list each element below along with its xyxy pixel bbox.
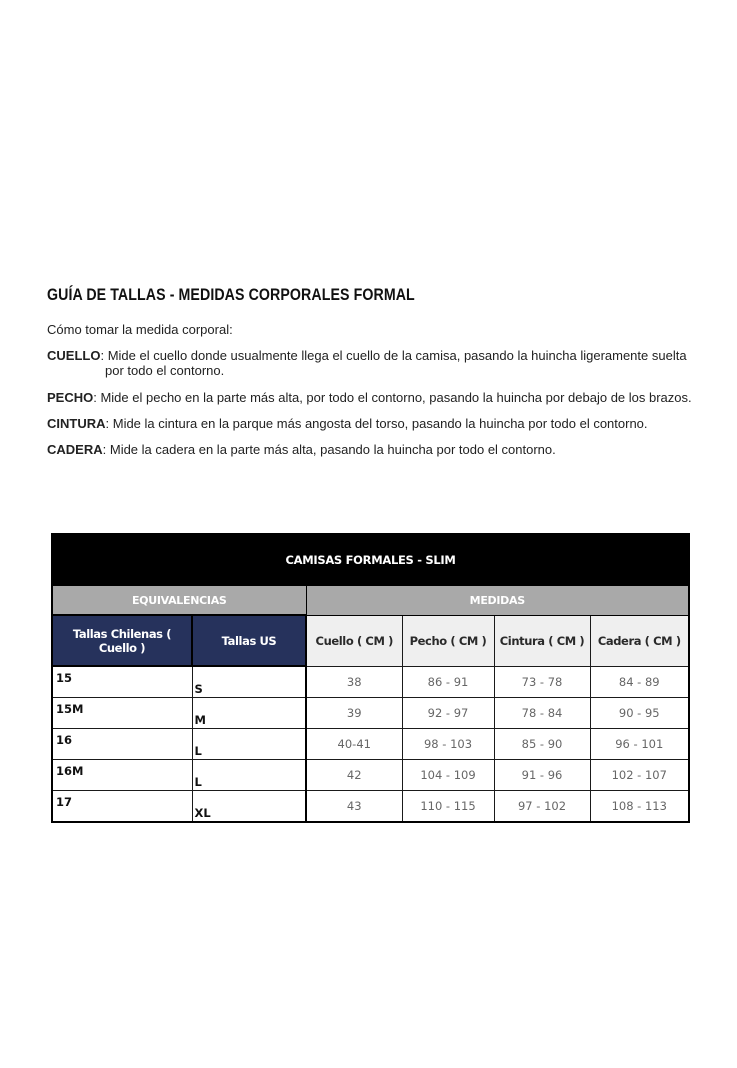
cell-cintura: 91 - 96 bbox=[494, 760, 590, 791]
column-header-cintura: Cintura ( CM ) bbox=[494, 615, 590, 666]
table-row bbox=[52, 666, 689, 698]
column-header-pecho: Pecho ( CM ) bbox=[402, 615, 494, 666]
cell-pecho: 86 - 91 bbox=[402, 666, 494, 698]
group-equivalencias: EQUIVALENCIAS bbox=[52, 585, 306, 615]
definition-text: Mide el pecho en la parte más alta, por todo el contorno, pasando la huincha por debajo de los brazos. bbox=[100, 390, 692, 405]
cell-talla-chilena: 16 bbox=[52, 729, 192, 760]
cell-cadera: 84 - 89 bbox=[590, 666, 689, 698]
column-header-tallas-us: Tallas US bbox=[192, 615, 306, 666]
cell-cuello: 38 bbox=[306, 666, 402, 698]
column-header-cadera: Cadera ( CM ) bbox=[590, 615, 689, 666]
cell-pecho: 104 - 109 bbox=[402, 760, 494, 791]
cell-cuello: 39 bbox=[306, 698, 402, 729]
definition-text: Mide la cintura en la parque más angosta del torso, pasando la huincha por todo el contorno. bbox=[112, 416, 648, 431]
definition-text-continued: por todo el contorno. bbox=[105, 363, 225, 378]
cell-pecho: 110 - 115 bbox=[402, 791, 494, 823]
cell-cintura: 73 - 78 bbox=[494, 666, 590, 698]
definition-term: CUELLO bbox=[47, 348, 101, 363]
cell-talla-us: XL bbox=[192, 791, 306, 823]
cell-talla-us: L bbox=[192, 729, 306, 760]
table-row bbox=[52, 729, 689, 760]
cell-talla-chilena: 16M bbox=[52, 760, 192, 791]
definition-text: Mide la cadera en la parte más alta, pasando la huincha por todo el contorno. bbox=[109, 442, 556, 457]
definition-cuello: CUELLO: Mide el cuello donde usualmente llega el cuello de la camisa, pasando la huincha ligeramente suelta por todo el contorno. bbox=[47, 348, 707, 378]
group-medidas: MEDIDAS bbox=[306, 585, 689, 615]
table-row bbox=[52, 791, 689, 823]
cell-cadera: 96 - 101 bbox=[590, 729, 689, 760]
cell-talla-us: L bbox=[192, 760, 306, 791]
definition-term: CINTURA bbox=[47, 416, 106, 431]
definition-term: CADERA bbox=[47, 442, 103, 457]
table-title: CAMISAS FORMALES - SLIM bbox=[52, 534, 689, 585]
definition-term: PECHO bbox=[47, 390, 94, 405]
cell-talla-chilena: 15 bbox=[52, 666, 192, 698]
cell-cintura: 97 - 102 bbox=[494, 791, 590, 823]
cell-cintura: 78 - 84 bbox=[494, 698, 590, 729]
cell-talla-us: M bbox=[192, 698, 306, 729]
cell-talla-us: S bbox=[192, 666, 306, 698]
intro-text: Cómo tomar la medida corporal: bbox=[47, 322, 233, 337]
definition-cintura: CINTURA: Mide la cintura en la parque más angosta del torso, pasando la huincha por todo el contorno. bbox=[47, 416, 648, 431]
definition-cadera: CADERA: Mide la cadera en la parte más alta, pasando la huincha por todo el contorno. bbox=[47, 442, 556, 457]
cell-cintura: 85 - 90 bbox=[494, 729, 590, 760]
size-table bbox=[51, 533, 690, 823]
table-row bbox=[52, 698, 689, 729]
cell-cadera: 90 - 95 bbox=[590, 698, 689, 729]
cell-cuello: 42 bbox=[306, 760, 402, 791]
definition-text: Mide el cuello donde usualmente llega el cuello de la camisa, pasando la huincha ligeramente suelta bbox=[107, 348, 687, 363]
column-header-cuello: Cuello ( CM ) bbox=[306, 615, 402, 666]
cell-cadera: 102 - 107 bbox=[590, 760, 689, 791]
column-header-tallas-chilenas: Tallas Chilenas ( Cuello ) bbox=[52, 615, 192, 666]
definition-pecho: PECHO: Mide el pecho en la parte más alta, por todo el contorno, pasando la huincha por debajo de los brazos. bbox=[47, 390, 692, 405]
cell-pecho: 92 - 97 bbox=[402, 698, 494, 729]
cell-cadera: 108 - 113 bbox=[590, 791, 689, 823]
cell-cuello: 40-41 bbox=[306, 729, 402, 760]
cell-talla-chilena: 15M bbox=[52, 698, 192, 729]
cell-talla-chilena: 17 bbox=[52, 791, 192, 823]
page-title: GUÍA DE TALLAS - MEDIDAS CORPORALES FORMAL bbox=[47, 286, 415, 304]
cell-pecho: 98 - 103 bbox=[402, 729, 494, 760]
table-row bbox=[52, 760, 689, 791]
cell-cuello: 43 bbox=[306, 791, 402, 823]
